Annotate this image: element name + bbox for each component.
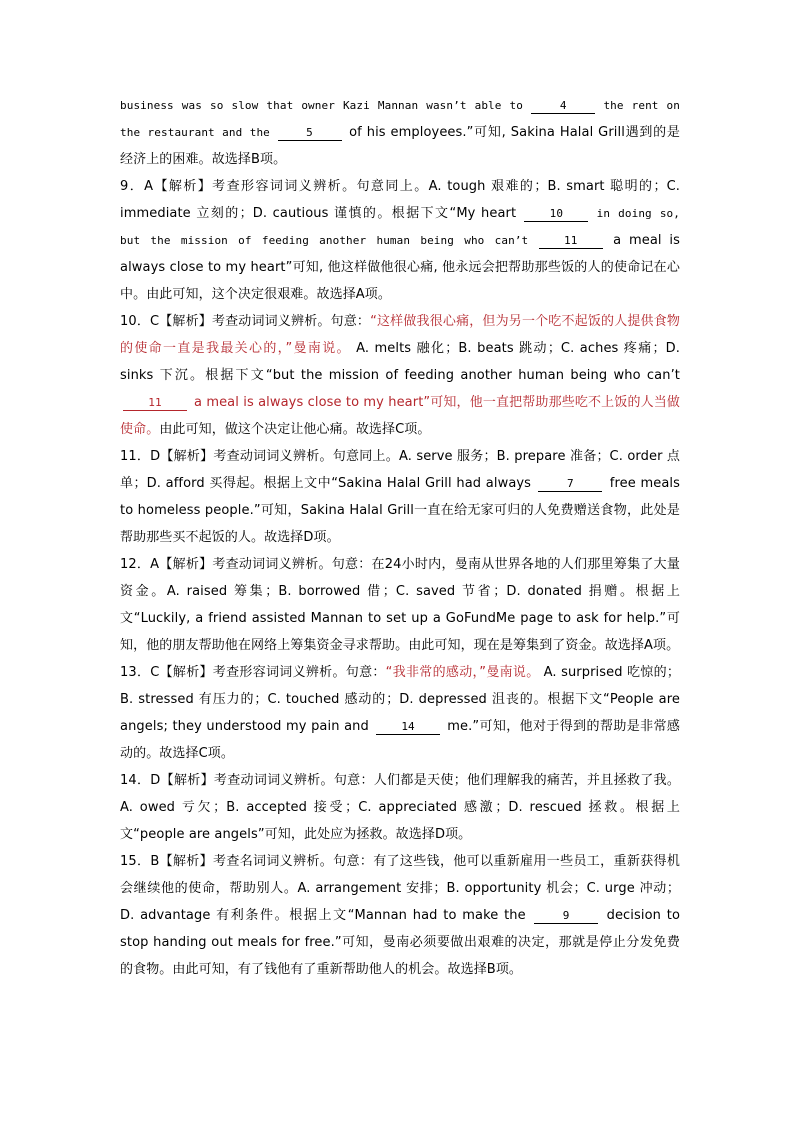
text: a meal is always close to my heart”可知, 他这样做他很心痛, 他永远会把帮助那些饭的人的使命记在心中。由此可知，这个决定很艰难。故选择A项。 xyxy=(120,233,680,302)
text: 15．B【解析】考查名词词义辨析。句意：有了这些钱，他可以重新雇用一些员工，重新获得机会继续他的使命，帮助别人。A. arrangement 安排；B. opportunity 机会；C. urge 冲动；D. advantage 有利条件。根据上文“Mannan had to make the xyxy=(120,854,680,923)
explanation-10 xyxy=(120,308,680,443)
text: in doing so, but the mission of feeding another human being who can’t xyxy=(120,207,680,247)
text: 9．A【解析】考查形容词词义辨析。句意同上。A. tough 艰难的；B. smart 聪明的；C. immediate 立刻的；D. cautious 谨慎的。根据下文“My heart xyxy=(120,179,680,221)
explanation-12 xyxy=(120,551,680,659)
explanation-15 xyxy=(120,848,680,983)
text: decision to stop handing out meals for free.”可知，曼南必须要做出艰难的决定，那就是停止分发免费的食物。由此可知，有了钱他有了重新帮助他人的机会。故选择B项。 xyxy=(120,908,680,977)
blank-14: 14 xyxy=(376,720,440,735)
paragraph-continuation xyxy=(120,92,680,173)
text: free meals to homeless people.”可知，Sakina Halal Grill一直在给无家可归的人免费赠送食物，此处是帮助那些买不起饭的人。故选择D项。 xyxy=(120,476,680,545)
text: A. melts 融化；B. beats 跳动；C. aches 疼痛；D. sinks 下沉。根据下文“but the mission of feeding another human being who can’t xyxy=(120,341,681,383)
text: me.”可知，他对于得到的帮助是非常感动的。故选择C项。 xyxy=(120,719,680,761)
text: 11．D【解析】考查动词词义辨析。句意同上。A. serve 服务；B. prepare 准备；C. order 点单；D. afford 买得起。根据上文中“Sakina Halal Grill had always xyxy=(120,449,680,491)
explanation-14 xyxy=(120,767,680,848)
text: 13．C【解析】考查形容词词义辨析。句意： xyxy=(120,665,386,680)
blank-10: 10 xyxy=(524,207,588,222)
explanation-9 xyxy=(120,173,680,308)
text: 由此可知，做这个决定让他心痛。故选择C项。 xyxy=(159,422,431,437)
text: 14．D【解析】考查动词词义辨析。句意：人们都是天使；他们理解我的痛苦，并且拯救了我。A. owed 亏欠；B. accepted 接受；C. appreciated 感激；D. rescued 拯救。根据上文“people are angels”可知，此处应为拯救。故选择D项。 xyxy=(120,773,680,842)
text: of his employees.”可知, Sakina Halal Grill遇到的是经济上的困难。故选择B项。 xyxy=(120,125,681,167)
blank-4: 4 xyxy=(531,99,595,114)
answer-explanations xyxy=(120,92,680,983)
translated-quote: “我非常的感动，”曼南说。 xyxy=(385,665,540,680)
blank-9: 9 xyxy=(534,909,598,924)
text: the rent on the restaurant and the xyxy=(120,99,680,139)
blank-7: 7 xyxy=(538,477,602,492)
blank-11: 11 xyxy=(123,396,187,411)
translated-quote: “这样做我很心痛，但为另一个吃不起饭的人提供食物的使命一直是我最关心的，”曼南说。 xyxy=(120,314,681,356)
text: business was so slow that owner Kazi Mannan wasn’t able to xyxy=(120,99,523,112)
blank-5: 5 xyxy=(278,126,342,141)
highlighted-text: a meal is always close to my heart”可知，他一直把帮助那些吃不上饭的人当做使命。 xyxy=(120,395,680,437)
text: 12．A【解析】考查动词词义辨析。句意：在24小时内，曼南从世界各地的人们那里筹集了大量资金。A. raised 筹集；B. borrowed 借；C. saved 节省；D. donated 捐赠。根据上文“Luckily, a friend assisted Mannan to set up a GoFundMe page to ask for help.”可知，他的朋友帮助他在网络上筹集资金寻求帮助。由此可知，现在是筹集到了资金。故选择A项。 xyxy=(120,557,680,653)
text: 10．C【解析】考查动词词义辨析。句意： xyxy=(120,314,371,329)
text: A. surprised 吃惊的；B. stressed 有压力的；C. touched 感动的；D. depressed 沮丧的。根据下文“People are angels; they understood my pain and xyxy=(120,665,680,734)
explanation-13 xyxy=(120,659,680,767)
explanation-11 xyxy=(120,443,680,551)
blank-11: 11 xyxy=(539,234,603,249)
